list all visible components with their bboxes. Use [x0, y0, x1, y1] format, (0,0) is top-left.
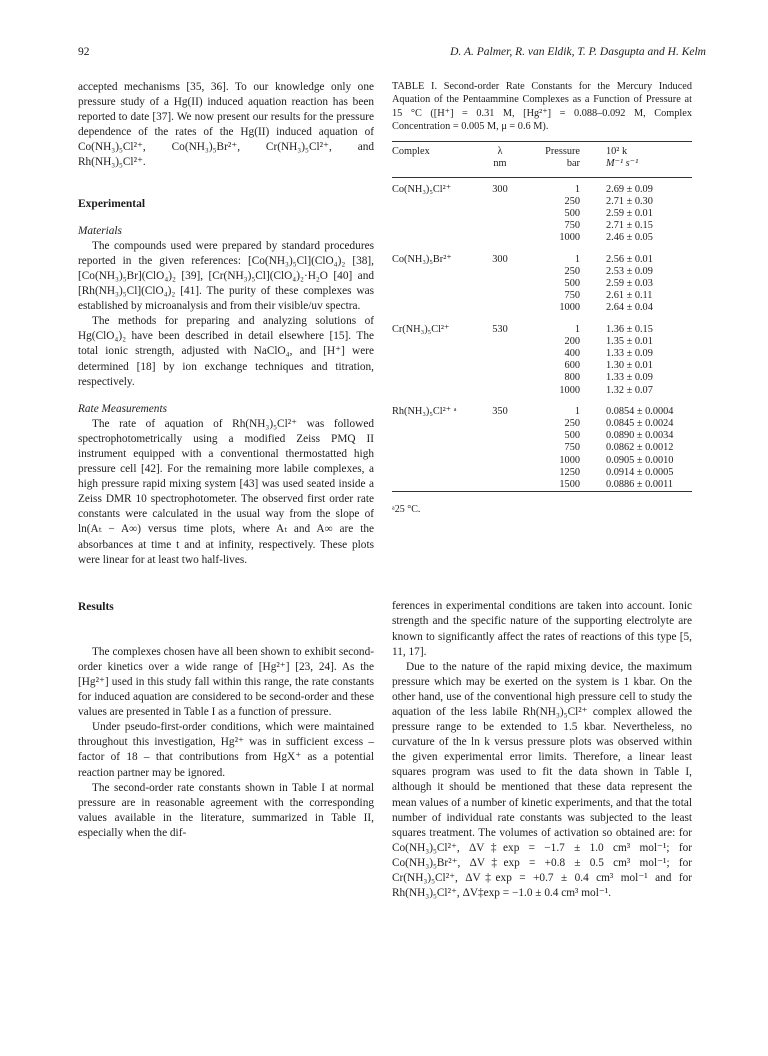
table-row: [392, 348, 692, 360]
cell-rate-constant: 1.36 ± 0.15: [606, 323, 653, 335]
cell-pressure: 500: [564, 278, 580, 290]
cell-pressure: 250: [564, 418, 580, 430]
materials-heading: Materials: [78, 224, 122, 237]
cell-wavelength: [478, 479, 522, 492]
cell-rate-constant: 0.0914 ± 0.0005: [606, 466, 674, 478]
header-pressure: Pressure bar: [545, 146, 580, 170]
table-row: [392, 455, 692, 467]
cell-wavelength: [478, 266, 522, 278]
cell-rate-constant: 0.0886 ± 0.0011: [606, 479, 674, 491]
right-paragraph-2: Due to the nature of the rapid mixing device, the maximum pressure which may be exerted on the system is 1 kbar. On the other hand, use of the conventional high pressure cell to study the aquation of the less labile Rh(NH₃)₅Cl²⁺ complex allowed the pressure range to be extended to 1.5 kbar. Nevertheless, no curvature of the ln k versus pressure plots was observed within the given experimental error limits. Therefore, a linear least squares program was used to fit the data shown in Table I, although it should be mentioned that these data represent the mean values of a number of kinetic experiments, and that the total number of individual rate constants was subjected to the least squares treatment. The volumes of activation so obtained are: for Co(NH₃)₅Cl²⁺, ΔV‡exp = −1.7 ± 1.0 cm³ mol⁻¹; for Co(NH₃)₅Br²⁺, ΔV‡exp = +0.8 ± 0.5 cm³ mol⁻¹; for Cr(NH₃)₅Cl²⁺, ΔV‡exp = +0.7 ± 0.4 cm³ mol⁻¹ and for Rh(NH₃)₅Cl²⁺, ΔV‡exp = −1.0 ± 0.4 cm³ mol⁻¹.: [392, 660, 692, 900]
table-row: [392, 442, 692, 454]
cell-complex: [392, 455, 478, 467]
cell-wavelength: [478, 336, 522, 348]
left-column: [78, 80, 374, 841]
cell-rate-constant: 2.56 ± 0.01: [606, 253, 653, 265]
rate-measurements-heading: Rate Measurements: [78, 402, 167, 415]
cell-wavelength: [478, 196, 522, 208]
cell-complex: [392, 220, 478, 232]
cell-wavelength: [478, 348, 522, 360]
cell-pressure: 1000: [559, 384, 580, 396]
cell-rate-constant: 2.61 ± 0.11: [606, 290, 653, 302]
results-paragraph-1: The complexes chosen have all been shown to exhibit second-order kinetics over a wide range of [Hg²⁺] [23, 24]. As the [Hg²⁺] used in this study fall within this range, the rate constants for induced aquation are considered to be second-order and these values are presented in Table I as a function of pressure.: [78, 645, 374, 719]
header-k: 10² k M⁻¹ s⁻¹: [606, 146, 639, 170]
table-row: [392, 278, 692, 290]
table-row: [392, 266, 692, 278]
cell-rate-constant: 2.59 ± 0.01: [606, 208, 653, 219]
cell-complex: [392, 372, 478, 384]
cell-complex: [392, 266, 478, 278]
table-row: [392, 315, 692, 336]
table-row: [392, 385, 692, 397]
cell-pressure: 1250: [559, 466, 580, 478]
cell-complex: [392, 208, 478, 220]
cell-wavelength: [478, 418, 522, 430]
cell-wavelength: [478, 232, 522, 244]
right-column: [392, 80, 692, 901]
cell-complex: [392, 360, 478, 372]
cell-rate-constant: 0.0862 ± 0.0012: [606, 442, 674, 454]
cell-complex: Cr(NH₃)₅Cl²⁺: [392, 323, 450, 335]
cell-pressure: 200: [564, 335, 580, 347]
cell-pressure: 250: [564, 265, 580, 277]
cell-complex: [392, 479, 478, 492]
cell-complex: [392, 418, 478, 430]
cell-wavelength: [478, 385, 522, 397]
cell-rate-constant: 1.32 ± 0.07: [606, 384, 653, 396]
cell-rate-constant: 2.71 ± 0.30: [606, 195, 653, 207]
cell-pressure: 1000: [559, 454, 580, 466]
cell-wavelength: [478, 360, 522, 372]
table-row: [392, 302, 692, 314]
cell-pressure: 1: [574, 323, 580, 335]
cell-complex: [392, 302, 478, 314]
table-row: [392, 232, 692, 244]
cell-complex: [392, 348, 478, 360]
table-row: [392, 430, 692, 442]
header-complex: Complex: [392, 146, 430, 158]
cell-wavelength: [478, 278, 522, 290]
header-lambda: λ nm: [493, 146, 507, 170]
cell-rate-constant: 2.69 ± 0.09: [606, 183, 653, 195]
table-row: [392, 177, 692, 196]
cell-pressure: 600: [564, 360, 580, 372]
intro-paragraph: accepted mechanisms [35, 36]. To our knowledge only one pressure study of a Hg(II) induced aquation reaction has been reported to date [37]. We now present our results for the pressure dependence of the rates of the Hg(II) induced aquation of Co(NH₃)₅Cl²⁺, Co(NH₃)₅Br²⁺, Cr(NH₃)₅Cl²⁺, and Rh(NH₃)₅Cl²⁺.: [78, 81, 374, 169]
results-paragraph-2: Under pseudo-first-order conditions, which were maintained throughout this investigation, Hg²⁺ was in sufficient excess – factor of 18 – that contributions from HgX⁺ as a potential reaction partner may be ignored.: [78, 721, 374, 779]
cell-complex: Co(NH₃)₅Br²⁺: [392, 253, 452, 265]
cell-complex: [392, 290, 478, 302]
page-number: 92: [78, 46, 90, 58]
cell-rate-constant: 0.0854 ± 0.0004: [606, 405, 674, 417]
cell-complex: [392, 232, 478, 244]
cell-rate-constant: 0.0890 ± 0.0034: [606, 430, 674, 442]
cell-complex: [392, 430, 478, 442]
cell-pressure: 250: [564, 195, 580, 207]
cell-complex: Rh(NH₃)₅Cl²⁺ ᵃ: [392, 405, 457, 417]
cell-wavelength: [478, 208, 522, 220]
cell-wavelength: 300: [492, 253, 508, 265]
cell-wavelength: [478, 442, 522, 454]
cell-complex: [392, 467, 478, 479]
cell-rate-constant: 2.71 ± 0.15: [606, 220, 653, 232]
cell-complex: [392, 336, 478, 348]
cell-wavelength: [478, 220, 522, 232]
cell-complex: [392, 196, 478, 208]
cell-rate-constant: 2.59 ± 0.03: [606, 278, 653, 290]
table-row: [392, 245, 692, 266]
table-footnote: ᵃ25 °C.: [392, 504, 421, 516]
cell-wavelength: [478, 290, 522, 302]
table-row: [392, 372, 692, 384]
cell-pressure: 800: [564, 372, 580, 384]
table-row: [392, 397, 692, 418]
table-header-row: [392, 142, 692, 177]
cell-pressure: 1: [574, 253, 580, 265]
cell-wavelength: 350: [492, 405, 508, 417]
cell-rate-constant: 1.30 ± 0.01: [606, 360, 653, 372]
rate-measurements-paragraph: The rate of aquation of Rh(NH₃)₅Cl²⁺ was followed spectrophotometrically using a modified Zeiss PMQ II instrument equipped with a conventional thermostatted high pressure cell [42]. For the remaining more labile complexes, a high pressure rapid mixing system [43] was used seated inside a Zeiss DMR 10 spectrophotometer. The observed first order rate constants were calculated in the usual way from the slope of ln(Aₜ − A∞) versus time plots, where Aₜ and A∞ are the absorbances at time t and at infinity, respectively. These plots were linear for at least two half-lives.: [78, 417, 374, 566]
cell-pressure: 500: [564, 430, 580, 442]
results-paragraph-3: The second-order rate constants shown in Table I at normal pressure are in reasonable agreement with the corresponding values available in the literature, summarized in Table II, especially when the dif-: [78, 781, 374, 839]
table-caption: TABLE I. Second-order Rate Constants for the Mercury Induced Aquation of the Pentaammine Complexes as a Function of Pressure at 15 °C ([H⁺] = 0.31 M, [Hg²⁺] = 0.088–0.092 M, Complex Concentration = 0.005 M, μ = 0.6 M).: [392, 81, 692, 132]
results-heading: Results: [78, 600, 114, 613]
materials-paragraph-1: The compounds used were prepared by standard procedures reported in the given references: [Co(NH₃)₅Cl](ClO₄)₂ [38], [Co(NH₃)₅Br](ClO₄)₂ [39], [Cr(NH₃)₅Cl](ClO₄)₂·H₂O [40] and [Rh(NH₃)₅Cl](ClO₄)₂ [41]. The purity of these complexes was established by microanalysis and from their visible/uv spectra.: [78, 239, 374, 313]
cell-rate-constant: 1.33 ± 0.09: [606, 372, 653, 384]
cell-wavelength: 300: [492, 183, 508, 195]
table-row: [392, 418, 692, 430]
table-row: [392, 360, 692, 372]
table-row: [392, 196, 692, 208]
cell-pressure: 1: [574, 183, 580, 195]
cell-complex: [392, 442, 478, 454]
experimental-heading: Experimental: [78, 197, 146, 210]
cell-wavelength: [478, 455, 522, 467]
cell-wavelength: [478, 467, 522, 479]
rate-constants-table: [392, 141, 692, 492]
cell-pressure: 1: [574, 405, 580, 417]
cell-pressure: 750: [564, 220, 580, 232]
cell-rate-constant: 0.0845 ± 0.0024: [606, 418, 674, 430]
cell-wavelength: [478, 302, 522, 314]
running-head: D. A. Palmer, R. van Eldik, T. P. Dasgupta and H. Kelm: [450, 46, 706, 58]
cell-rate-constant: 2.46 ± 0.05: [606, 232, 653, 244]
cell-pressure: 750: [564, 442, 580, 454]
cell-pressure: 1000: [559, 302, 580, 314]
cell-pressure: 400: [564, 348, 580, 360]
table-row: [392, 479, 692, 492]
table-row: [392, 467, 692, 479]
cell-complex: Co(NH₃)₅Cl²⁺: [392, 183, 452, 195]
table-row: [392, 208, 692, 220]
table-row: [392, 336, 692, 348]
cell-rate-constant: 1.33 ± 0.09: [606, 348, 653, 360]
cell-pressure: 1500: [559, 479, 580, 491]
cell-rate-constant: 0.0905 ± 0.0010: [606, 454, 674, 466]
cell-pressure: 500: [564, 208, 580, 219]
table-row: [392, 290, 692, 302]
cell-pressure: 1000: [559, 232, 580, 244]
cell-rate-constant: 1.35 ± 0.01: [606, 335, 653, 347]
cell-wavelength: [478, 430, 522, 442]
cell-wavelength: [478, 372, 522, 384]
cell-rate-constant: 2.64 ± 0.04: [606, 302, 653, 314]
cell-pressure: 750: [564, 290, 580, 302]
materials-paragraph-2: The methods for preparing and analyzing solutions of Hg(ClO₄)₂ have been described in detail elsewhere [15]. The total ionic strength, adjusted with NaClO₄, and [H⁺] were determined [18] by ion exchange techniques and titration, respectively.: [78, 315, 374, 388]
table-row: [392, 220, 692, 232]
cell-rate-constant: 2.53 ± 0.09: [606, 265, 653, 277]
cell-wavelength: 530: [492, 323, 508, 335]
cell-complex: [392, 278, 478, 290]
cell-complex: [392, 385, 478, 397]
right-paragraph-1: ferences in experimental conditions are taken into account. Ionic strength and the specific nature of the supporting electrolyte are known to significantly affect the rates of reactions of this type [5, 11, 17].: [392, 600, 692, 658]
